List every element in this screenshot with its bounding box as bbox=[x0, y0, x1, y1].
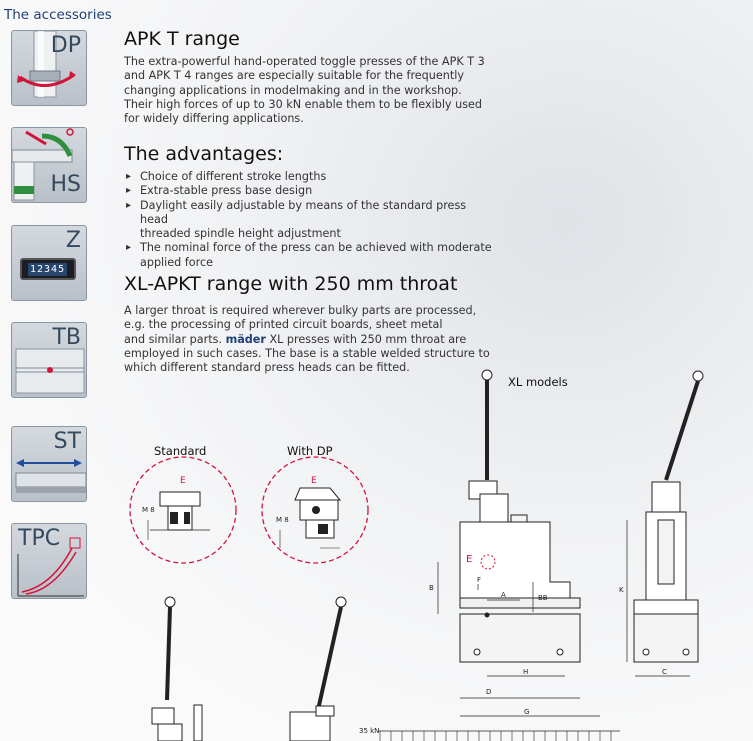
advantages-heading: The advantages: bbox=[124, 143, 284, 165]
apk-heading: APK T range bbox=[124, 28, 240, 50]
text-line: applied force bbox=[140, 255, 213, 269]
text-line: ▸ The nominal force of the press can be achieved with moderate bbox=[140, 241, 492, 255]
text-line: which different standard press heads can be fitted. bbox=[124, 361, 410, 375]
dim-a-label: A bbox=[501, 591, 506, 599]
dim-d-label: D bbox=[486, 688, 492, 696]
thread-label: M 8 bbox=[142, 506, 155, 514]
dim-k-label: K bbox=[619, 586, 624, 594]
text-line: Their high forces of up to 30 kN enable them to be flexibly used bbox=[124, 97, 483, 111]
section-title: The accessories bbox=[4, 7, 112, 23]
accessory-code: TB bbox=[52, 325, 81, 350]
force-axis-label: 35 kN bbox=[359, 727, 380, 735]
text-line: ▸ Choice of different stroke lengths bbox=[140, 170, 327, 183]
xl-heading: XL-APKT range with 250 mm throat bbox=[124, 273, 458, 295]
brand-name: mäder bbox=[225, 332, 266, 346]
dim-e-label: E bbox=[466, 554, 473, 565]
accessory-code: DP bbox=[50, 33, 81, 58]
dim-c-label: C bbox=[662, 668, 667, 676]
text-line: The extra-powerful hand-operated toggle presses of the APK T 3 bbox=[124, 55, 485, 68]
xl-models-label: XL models bbox=[508, 375, 568, 389]
dim-b-label: B bbox=[429, 584, 434, 592]
text-fragment: and similar parts. bbox=[124, 332, 222, 346]
force-scale bbox=[359, 727, 620, 741]
accessory-code: HS bbox=[50, 172, 81, 197]
dp-detail-view bbox=[262, 457, 368, 563]
detail-mark: E bbox=[311, 476, 317, 486]
text-line: ▸ Daylight easily adjustable by means of the standard press head bbox=[140, 198, 467, 226]
standard-detail-view bbox=[130, 457, 236, 563]
dim-h-label: H bbox=[523, 668, 529, 676]
text-line: threaded spindle height adjustment bbox=[140, 227, 341, 241]
dp-press-drawing bbox=[290, 597, 346, 741]
accessory-code: ST bbox=[53, 429, 81, 454]
text-line: employed in such cases. The base is a stable welded structure to bbox=[124, 346, 490, 360]
counter-digits: 12345 bbox=[30, 264, 66, 275]
detail-mark: E bbox=[180, 476, 186, 486]
with-dp-label: With DP bbox=[287, 444, 333, 458]
text-line: for widely differing applications. bbox=[124, 112, 304, 126]
thread-label: M 8 bbox=[276, 516, 289, 524]
text-line: e.g. the processing of printed circuit boards, sheet metal bbox=[124, 318, 443, 332]
accessory-code: TPC bbox=[18, 526, 61, 551]
text-line: ▸ Extra-stable press base design bbox=[140, 184, 313, 198]
standard-label: Standard bbox=[154, 444, 207, 458]
text-line: changing applications in modelmaking and in the workshop. bbox=[124, 83, 462, 97]
text-fragment: XL presses with 250 mm throat are bbox=[269, 332, 467, 346]
accessory-code: Z bbox=[65, 228, 81, 253]
dim-f-label: F bbox=[477, 576, 482, 584]
dim-g-label: G bbox=[524, 708, 530, 716]
xl-press-side-view bbox=[460, 370, 580, 662]
standard-press-drawing bbox=[152, 597, 202, 741]
xl-press-front-view bbox=[634, 371, 703, 662]
text-line: and APK T 4 ranges are especially suitable for the frequently bbox=[124, 69, 464, 83]
dim-bb-label: BB bbox=[538, 594, 548, 602]
text-line: A larger throat is required wherever bulky parts are processed, bbox=[124, 304, 477, 317]
